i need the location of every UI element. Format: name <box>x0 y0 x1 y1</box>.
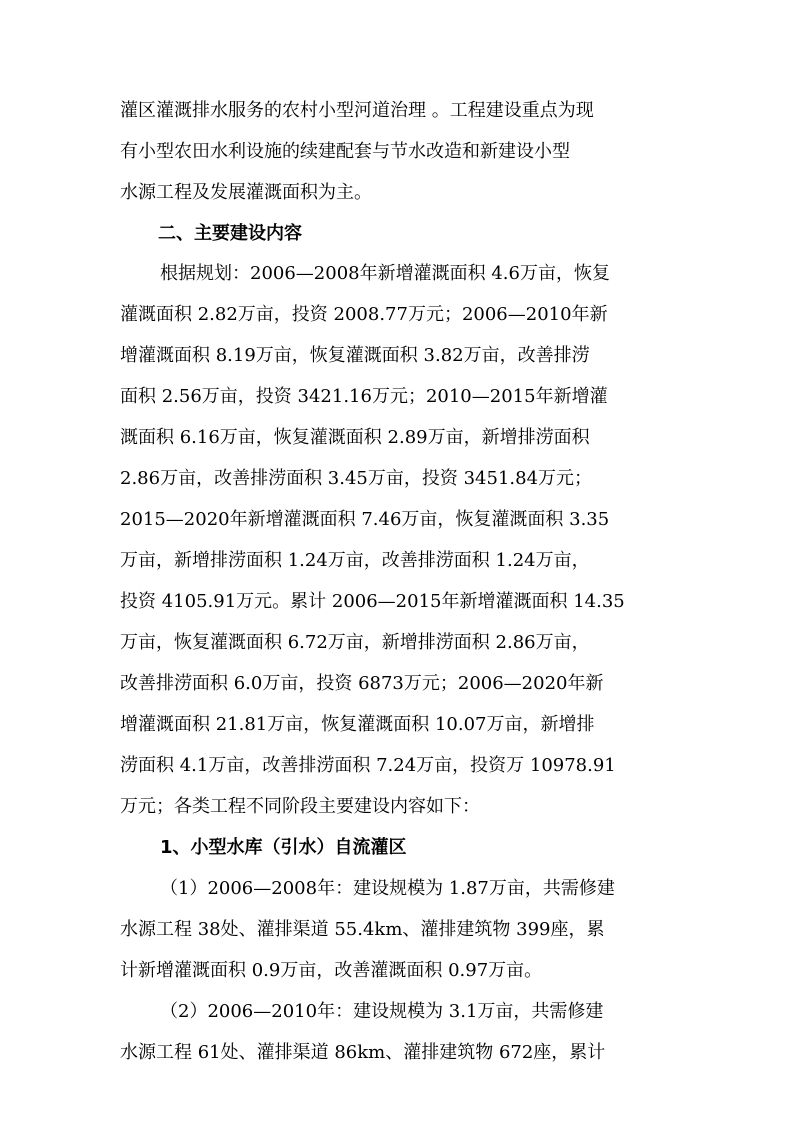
paragraph-line: 水源工程及发展灌溉面积为主。 <box>120 182 372 203</box>
paragraph-line: 有小型农田水利设施的续建配套与节水改造和新建设小型 <box>120 141 570 162</box>
paragraph-line: 水源工程 38处、灌排渠道 55.4km、灌排建筑物 399座，累 <box>120 919 605 940</box>
section-heading: 二、主要建设内容 <box>158 223 302 244</box>
paragraph-line: （2）2006—2010年：建设规模为 3.1万亩，共需修建 <box>160 1001 604 1022</box>
paragraph-line: 万亩，恢复灌溉面积 6.72万亩，新增排涝面积 2.86万亩， <box>120 632 590 653</box>
paragraph-line: 增灌溉面积 21.81万亩，恢复灌溉面积 10.07万亩，新增排 <box>120 714 595 735</box>
paragraph-line: 万亩，新增排涝面积 1.24万亩，改善排涝面积 1.24万亩， <box>120 550 590 571</box>
paragraph-line: 改善排涝面积 6.0万亩，投资 6873万元；2006—2020年新 <box>120 673 604 694</box>
paragraph-line: 投资 4105.91万元。累计 2006—2015年新增灌溉面积 14.35 <box>120 591 625 612</box>
paragraph-line: 涝面积 4.1万亩，改善排涝面积 7.24万亩，投资万 10978.91 <box>120 755 616 776</box>
paragraph-line: 计新增灌溉面积 0.9万亩，改善灌溉面积 0.97万亩。 <box>120 960 543 981</box>
paragraph-line: 面积 2.56万亩，投资 3421.16万元；2010—2015年新增灌 <box>120 386 608 407</box>
paragraph-line: 灌区灌溉排水服务的农村小型河道治理 。工程建设重点为现 <box>120 100 594 121</box>
paragraph-line: 灌溉面积 2.82万亩，投资 2008.77万元；2006—2010年新 <box>120 304 608 325</box>
subsection-heading: 1、小型水库（引水）自流灌区 <box>160 837 407 858</box>
paragraph-line: 水源工程 61处、灌排渠道 86km、灌排建筑物 672座，累计 <box>120 1042 606 1063</box>
paragraph-line: 2015—2020年新增灌溉面积 7.46万亩，恢复灌溉面积 3.35 <box>120 509 610 530</box>
paragraph-line: 溉面积 6.16万亩，恢复灌溉面积 2.89万亩，新增排涝面积 <box>120 427 590 448</box>
paragraph-line: 增灌溉面积 8.19万亩，恢复灌溉面积 3.82万亩，改善排涝 <box>120 345 590 366</box>
paragraph-line: 根据规划：2006—2008年新增灌溉面积 4.6万亩，恢复 <box>160 263 610 284</box>
paragraph-line: （1）2006—2008年：建设规模为 1.87万亩，共需修建 <box>160 878 615 899</box>
paragraph-line: 2.86万亩，改善排涝面积 3.45万亩，投资 3451.84万元； <box>120 468 593 489</box>
paragraph-line: 万元；各类工程不同阶段主要建设内容如下： <box>120 796 480 817</box>
